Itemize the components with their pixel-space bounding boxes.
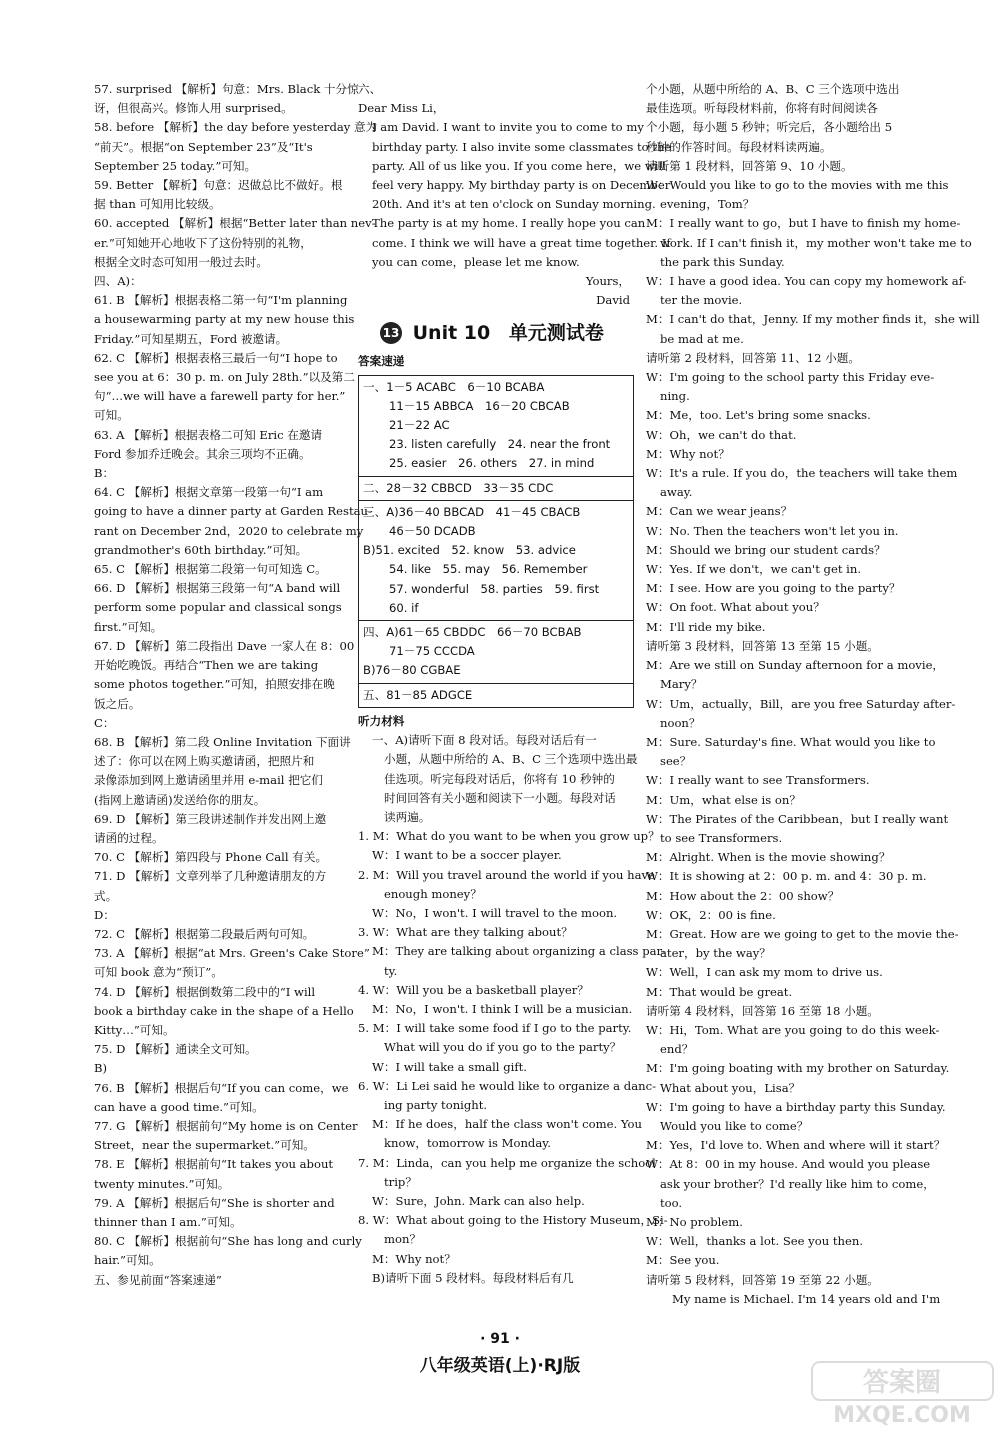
text-line: 佳选项。听完每段对话后，你将有 10 秒钟的	[384, 771, 615, 786]
text-line: 7. M：Linda，can you help me organize the school	[358, 1155, 656, 1170]
text-line: B)	[94, 1061, 108, 1076]
text-line: W：No，I won't. I will travel to the moon.	[372, 905, 618, 920]
text-line: 63. A 【解析】根据表格二可知 Eric 在邀请	[94, 427, 323, 442]
text-line: 70. C 【解析】第四段与 Phone Call 有关。	[94, 850, 328, 865]
text-line: trip？	[384, 1174, 417, 1189]
text-line: My name is Michael. I'm 14 years old and I'm	[672, 1291, 941, 1306]
answer-line: 二、28－32 CBBCD 33－35 CDC	[363, 480, 554, 495]
text-line: 最佳选项。听每段材料前，你将有时间阅读各	[646, 101, 878, 116]
text-line: 录像添加到网上邀请函里并用 e-mail 把它们	[94, 773, 323, 788]
answer-line: 25. easier 26. others 27. in mind	[389, 456, 595, 471]
text-line: 请听第 4 段材料，回答第 16 至第 18 小题。	[646, 1003, 879, 1018]
text-line: 76. B 【解析】根据后句“If you can come，we	[94, 1080, 349, 1095]
answer-line: 54. like 55. may 56. Remember	[389, 562, 588, 577]
letter-heading: 六、	[358, 82, 382, 96]
text-line: September 25 today.”可知。	[94, 158, 257, 173]
text-line: W：I want to be a soccer player.	[372, 848, 562, 863]
page-number: · 91 ·	[480, 1331, 520, 1347]
text-line: M：Why not？	[646, 446, 730, 461]
text-line: 根据全文时态可知用一般过去时。	[94, 254, 268, 269]
text-line: 一、A)请听下面 8 段对话。每段对话后有一	[372, 733, 597, 748]
text-line: ning.	[660, 389, 690, 404]
text-line: (指网上邀请函)发送给你的朋友。	[94, 792, 266, 807]
text-line: grandmother's 60th birthday.”可知。	[94, 542, 308, 557]
text-line: W：Yes. If we don't，we can't get in.	[646, 562, 862, 577]
text-line: be mad at me.	[660, 331, 744, 346]
text-line: W：Would you like to go to the movies with me this	[646, 178, 949, 193]
text-line: evening，Tom？	[660, 197, 755, 212]
text-line: 66. D 【解析】根据第三段第一句“A band will	[94, 581, 341, 596]
answer-section	[359, 476, 633, 500]
text-line: Kitty…”可知。	[94, 1022, 175, 1037]
text-line: W：At 8：00 in my house. And would you please	[646, 1157, 931, 1172]
text-line: away.	[660, 485, 693, 500]
answer-line: 一、1－5 ACABC 6－10 BCABA	[363, 379, 545, 394]
text-line: M：I'll ride my bike.	[646, 619, 766, 634]
text-line: Would you like to come？	[660, 1118, 809, 1133]
answer-section	[359, 500, 633, 620]
text-line: 3. W：What are they talking about？	[358, 925, 573, 940]
text-line: 四、A)：	[94, 274, 142, 289]
text-line: M：Me，too. Let's bring some snacks.	[646, 408, 871, 423]
unit-subtitle: 单元测试卷	[508, 322, 604, 345]
text-line: W：Hi，Tom. What are you going to do this week-	[646, 1022, 940, 1037]
text-line: 78. E 【解析】根据前句“It takes you about	[94, 1157, 334, 1172]
text-line: 4. W：Will you be a basketball player？	[358, 982, 589, 997]
text-line: 式。	[94, 888, 118, 903]
book-label: 八年级英语(上)·RJ版	[419, 1356, 581, 1376]
text-line: M：If he does，half the class won't come. You	[372, 1117, 642, 1132]
text-line: W：Um，actually，Bill，are you free Saturday after-	[646, 696, 956, 711]
letter-body	[358, 118, 672, 272]
letter-greeting: Dear Miss Li，	[358, 101, 445, 116]
answer-line: 11－15 ABBCA 16－20 CBCAB	[389, 398, 570, 413]
text-line: W：The Pirates of the Caribbean，but I really want	[646, 811, 949, 826]
answer-line: 60. if	[389, 600, 419, 615]
text-line: M：That would be great.	[646, 984, 793, 999]
answer-line: 57. wonderful 58. parties 59. first	[389, 581, 600, 596]
column-right	[646, 80, 980, 1309]
text-line: M：I can't do that，Jenny. If my mother finds it，she will	[646, 312, 980, 327]
text-line: some photos together.”可知，拍照安排在晚	[94, 677, 335, 692]
text-line: M：They are talking about organizing a class par-	[372, 944, 666, 959]
answer-line: B)51. excited 52. know 53. advice	[363, 543, 576, 558]
text-line: a housewarming party at my new house this	[94, 312, 355, 327]
answer-section	[359, 620, 633, 683]
text-line: too.	[660, 1195, 683, 1210]
answer-line: 四、A)61－65 CBDDC 66－70 BCBAB	[363, 625, 582, 640]
text-line: 2. M：Will you travel around the world if you have	[358, 867, 655, 882]
text-line: can have a good time.”可知。	[94, 1099, 264, 1114]
text-line: ask your brother？I'd really like him to come，	[660, 1176, 935, 1191]
text-line: going to have a dinner party at Garden Restau-	[94, 504, 372, 519]
text-line: 小题，从题中所给的 A、B、C 三个选项中选出最	[384, 752, 638, 767]
text-line: I am David. I want to invite you to come to my	[372, 120, 644, 135]
text-line: ing party tonight.	[384, 1097, 488, 1112]
text-line: 个小题，从题中所给的 A、B、C 三个选项中选出	[646, 82, 900, 96]
text-line: W：Well，thanks a lot. See you then.	[646, 1234, 864, 1249]
text-line: 75. D 【解析】通读全文可知。	[94, 1042, 257, 1057]
text-line: 请听第 5 段材料，回答第 19 至第 22 小题。	[646, 1272, 879, 1287]
text-line: 64. C 【解析】根据文章第一段第一句“I am	[94, 485, 324, 500]
text-line: M：Um，what else is on？	[646, 792, 801, 807]
text-line: 述了：你可以在网上购买邀请函，把照片和	[94, 754, 315, 769]
text-line: 74. D 【解析】根据倒数第二段中的“I will	[94, 984, 316, 999]
text-line: 62. C 【解析】根据表格三最后一句“I hope to	[94, 350, 338, 365]
text-line: 可知。	[94, 408, 129, 423]
text-line: to see Transformers.	[660, 830, 783, 845]
text-line: What about you，Lisa？	[660, 1080, 801, 1095]
text-line: 57. surprised 【解析】句意：Mrs. Black 十分惊	[94, 82, 359, 96]
text-line: 请听第 2 段材料，回答第 11、12 小题。	[646, 350, 860, 365]
text-line: M：Yes，I'd love to. When and where will it start？	[646, 1138, 946, 1153]
answer-line: 71－75 CCCDA	[389, 644, 475, 659]
text-line: 五、参见前面“答案速递”	[94, 1272, 222, 1287]
text-line: 20th. And it's at ten o'clock on Sunday morning.	[372, 197, 656, 212]
text-line: Mary？	[660, 677, 703, 692]
text-line: 77. G 【解析】根据前句“My home is on Center	[94, 1118, 358, 1133]
text-line: W：Sure，John. Mark can also help.	[372, 1193, 585, 1208]
text-line: W：No. Then the teachers won't let you in.	[646, 523, 899, 538]
text-line: The party is at my home. I really hope you can	[372, 216, 646, 231]
text-line: see you at 6：30 p. m. on July 28th.”以及第二	[94, 370, 355, 385]
text-line: feel very happy. My birthday party is on December	[372, 178, 671, 193]
text-line: 秒钟的作答时间。每段材料读两遍。	[646, 139, 832, 154]
text-line: 72. C 【解析】根据第二段最后两句可知。	[94, 926, 315, 941]
text-line: M：Should we bring our student cards？	[646, 542, 886, 557]
text-line: 65. C 【解析】根据第二段第一句可知选 C。	[94, 562, 327, 577]
text-line: book a birthday cake in the shape of a Hello	[94, 1003, 354, 1018]
text-line: come. I think we will have a great time together. If	[372, 235, 671, 250]
answer-line: 21－22 AC	[389, 418, 450, 433]
text-line: M：No，I won't. I think I will be a musician.	[372, 1001, 633, 1016]
text-line: birthday party. I also invite some classmates to the	[372, 139, 672, 154]
text-line: 讶，但很高兴。修饰人用 surprised。	[94, 101, 293, 116]
text-line: noon？	[660, 715, 701, 730]
text-line: 73. A 【解析】根据“at Mrs. Green's Cake Store”	[94, 946, 370, 961]
text-line: W：On foot. What about you？	[646, 600, 825, 615]
text-line: 请听第 3 段材料，回答第 13 至第 15 小题。	[646, 638, 879, 653]
text-line: hair.”可知。	[94, 1253, 161, 1268]
text-line: see？	[660, 754, 692, 769]
text-line: M：I see. How are you going to the party？	[646, 581, 901, 596]
text-line: 67. D 【解析】第二段指出 Dave 一家人在 8：00	[94, 638, 355, 653]
text-line: M：I'm going boating with my brother on Saturday.	[646, 1061, 950, 1076]
text-line: Street，near the supermarket.”可知。	[94, 1138, 315, 1153]
text-line: M：Are we still on Sunday afternoon for a movie，	[646, 658, 945, 673]
text-line: W：It's a rule. If you do，the teachers will take them	[646, 466, 958, 481]
text-line: 读两遍。	[384, 809, 431, 824]
text-line: “前天”。根据“on September 23”及“It's	[94, 139, 313, 154]
answer-line: 46－50 DCADB	[389, 524, 476, 539]
text-line: 59. Better 【解析】句意：迟做总比不做好。根	[94, 178, 343, 193]
text-line: M：Sure. Saturday's fine. What would you like to	[646, 734, 936, 749]
text-line: W：I have a good idea. You can copy my homework af-	[646, 274, 967, 289]
text-line: M：Great. How are we going to get to the movie the-	[646, 926, 959, 941]
answer-line: 五、81－85 ADGCE	[363, 687, 473, 702]
text-line: first.”可知。	[94, 619, 163, 634]
writing-letter	[358, 80, 672, 310]
watermark-domain: MXQE.COM	[833, 1403, 971, 1428]
unit-name: Unit 10	[412, 322, 491, 345]
text-line: 1. M：What do you want to be when you grow up？	[358, 829, 660, 844]
text-line: M：Alright. When is the movie showing？	[646, 850, 891, 865]
text-line: Friday.”可知星期五，Ford 被邀请。	[94, 331, 288, 346]
letter-closing: Yours，	[585, 274, 630, 289]
column-middle	[358, 80, 672, 1288]
text-line: 5. M：I will take some food if I go to the party.	[358, 1021, 632, 1036]
column-left	[94, 80, 378, 1290]
text-line: twenty minutes.”可知。	[94, 1176, 230, 1191]
text-line: 开始吃晚饭。再结合“Then we are taking	[94, 658, 319, 673]
answer-line: 三、A)36－40 BBCAD 41－45 CBACB	[363, 504, 581, 519]
text-line: 71. D 【解析】文章列举了几种邀请朋友的方	[94, 869, 327, 884]
text-line: W：OK，2：00 is fine.	[646, 907, 776, 922]
text-line: W：Well，I can ask my mom to drive us.	[646, 965, 883, 980]
text-line: 80. C 【解析】根据前句“She has long and curly	[94, 1234, 362, 1249]
watermark-text: 答案圈	[862, 1368, 942, 1398]
text-line: 69. D 【解析】第三段讲述制作并发出网上邀	[94, 811, 327, 826]
text-line: 个小题，每小题 5 秒钟；听完后，各小题给出 5	[646, 120, 893, 135]
text-line: W：I really want to see Transformers.	[646, 773, 870, 788]
text-line: ater，by the way？	[660, 946, 771, 961]
text-line: M：How about the 2：00 show？	[646, 888, 840, 903]
answer-section	[359, 376, 633, 476]
text-line: M：Why not？	[372, 1251, 456, 1266]
text-line: enough money？	[384, 886, 482, 901]
text-line: C：	[94, 715, 115, 730]
text-line: M：No problem.	[646, 1214, 743, 1229]
answer-key-box	[358, 375, 634, 708]
text-line: 6. W：Li Lei said he would like to organize a danc-	[358, 1078, 656, 1093]
unit-number-badge: 13	[380, 322, 402, 344]
text-line: perform some popular and classical songs	[94, 600, 342, 615]
text-line: What will you do if you go to the party？	[384, 1040, 622, 1055]
text-line: thinner than I am.”可知。	[94, 1214, 242, 1229]
text-line: 79. A 【解析】根据后句“She is shorter and	[94, 1195, 335, 1210]
text-line: 68. B 【解析】第二段 Online Invitation 下面讲	[94, 734, 351, 749]
text-line: 句“…we will have a farewell party for her.”	[94, 389, 346, 404]
text-line: 时间回答有关小题和阅读下一小题。每段对话	[384, 790, 616, 805]
text-line: ty.	[384, 963, 398, 978]
watermark-logo	[810, 1360, 995, 1428]
answer-line: 23. listen carefully 24. near the front	[389, 437, 611, 452]
text-line: you can come，please let me know.	[372, 254, 580, 269]
text-line: M：See you.	[646, 1253, 720, 1268]
text-line: er.”可知她开心地收下了这份特别的礼物，	[94, 235, 312, 250]
text-line: the park this Sunday.	[660, 254, 785, 269]
text-line: 8. W：What about going to the History Museum，Si-	[358, 1213, 668, 1228]
text-line: B：	[94, 466, 115, 481]
text-line: M：Can we wear jeans？	[646, 504, 793, 519]
text-line: work. If I can't finish it，my mother won't take me to	[660, 235, 972, 250]
text-line: W：Oh，we can't do that.	[646, 427, 797, 442]
listening-heading: 听力材料	[358, 713, 405, 728]
text-line: 饭之后。	[94, 696, 141, 711]
text-line: end？	[660, 1042, 694, 1057]
text-line: know，tomorrow is Monday.	[384, 1136, 551, 1151]
text-line: 60. accepted 【解析】根据“Better later than nev-	[94, 216, 376, 231]
text-line: 58. before 【解析】the day before yesterday 意为	[94, 120, 378, 135]
text-line: B)请听下面 5 段材料。每段材料后有几	[372, 1270, 574, 1285]
answer-heading: 答案速递	[358, 354, 405, 369]
listening-script	[358, 731, 668, 1288]
text-line: 请听第 1 段材料，回答第 9、10 小题。	[646, 158, 853, 173]
letter-signature: David	[596, 293, 630, 308]
text-line: W：I'm going to have a birthday party this Sunday.	[646, 1099, 946, 1114]
text-line: ter the movie.	[660, 293, 743, 308]
text-line: rant on December 2nd，2020 to celebrate my	[94, 523, 364, 538]
text-line: W：It is showing at 2：00 p. m. and 4：30 p. m.	[646, 869, 927, 884]
unit-title	[380, 316, 634, 350]
text-line: 请函的过程。	[94, 830, 164, 845]
text-line: 61. B 【解析】根据表格二第一句“I'm planning	[94, 293, 348, 308]
text-line: Ford 参加乔迁晚会。其余三项均不正确。	[94, 446, 311, 461]
text-line: 可知 book 意为“预订”。	[94, 965, 223, 980]
text-line: 据 than 可知用比较级。	[94, 197, 221, 212]
text-line: W：I will take a small gift.	[372, 1059, 527, 1074]
text-line: W：I'm going to the school party this Friday eve-	[646, 370, 935, 385]
text-line: mon？	[384, 1232, 422, 1247]
text-line: M：I really want to go，but I have to finish my home-	[646, 216, 961, 231]
text-line: party. All of us like you. If you come here，we will	[372, 158, 666, 173]
answer-section	[359, 683, 633, 707]
answer-line: B)76－80 CGBAE	[363, 663, 461, 678]
text-line: D：	[94, 907, 115, 922]
